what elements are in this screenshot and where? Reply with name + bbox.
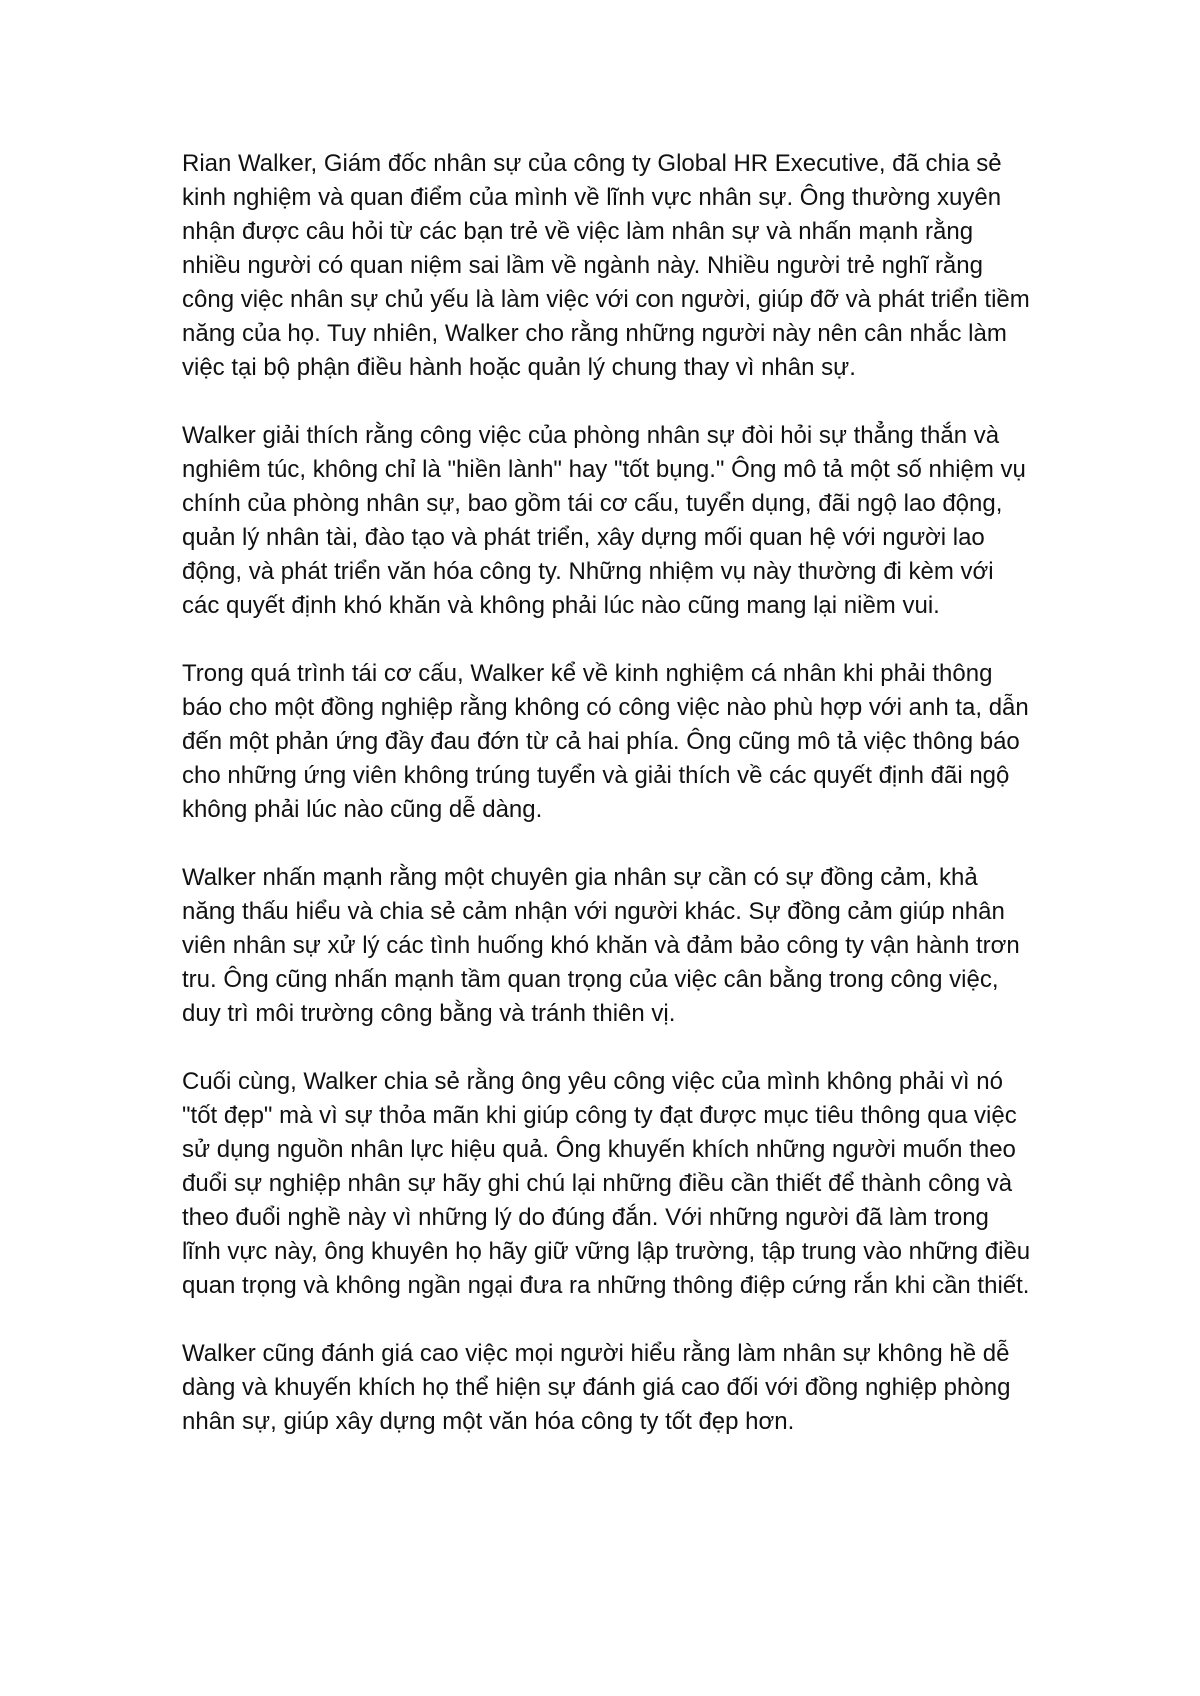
paragraph-1: Rian Walker, Giám đốc nhân sự của công ty Global HR Executive, đã chia sẻ kinh nghiệm và quan điểm của mình về lĩnh vực nhân sự. Ông thường xuyên nhận được câu hỏi từ các bạn trẻ về việc làm nhân sự và nhấn mạnh rằng nhiều người có quan niệm sai lầm về ngành này. Nhiều người trẻ nghĩ rằng công việc nhân sự chủ yếu là làm việc với con người, giúp đỡ và phát triển tiềm năng của họ. Tuy nhiên, Walker cho rằng những người này nên cân nhắc làm việc tại bộ phận điều hành hoặc quản lý chung thay vì nhân sự. xyxy=(182,150,1030,381)
paragraph-4: Walker nhấn mạnh rằng một chuyên gia nhân sự cần có sự đồng cảm, khả năng thấu hiểu và chia sẻ cảm nhận với người khác. Sự đồng cảm giúp nhân viên nhân sự xử lý các tình huống khó khăn và đảm bảo công ty vận hành trơn tru. Ông cũng nhấn mạnh tầm quan trọng của việc cân bằng trong công việc, duy trì môi trường công bằng và tránh thiên vị. xyxy=(182,864,1020,1027)
paragraph-6: Walker cũng đánh giá cao việc mọi người hiểu rằng làm nhân sự không hề dễ dàng và khuyến khích họ thể hiện sự đánh giá cao đối với đồng nghiệp phòng nhân sự, giúp xây dựng một văn hóa công ty tốt đẹp hơn. xyxy=(182,1340,1011,1435)
paragraph-2: Walker giải thích rằng công việc của phòng nhân sự đòi hỏi sự thẳng thắn và nghiêm túc, không chỉ là "hiền lành" hay "tốt bụng." Ông mô tả một số nhiệm vụ chính của phòng nhân sự, bao gồm tái cơ cấu, tuyển dụng, đãi ngộ lao động, quản lý nhân tài, đào tạo và phát triển, xây dựng mối quan hệ với người lao động, và phát triển văn hóa công ty. Những nhiệm vụ này thường đi kèm với các quyết định khó khăn và không phải lúc nào cũng mang lại niềm vui. xyxy=(182,422,1026,619)
paragraph-5: Cuối cùng, Walker chia sẻ rằng ông yêu công việc của mình không phải vì nó "tốt đẹp" mà vì sự thỏa mãn khi giúp công ty đạt được mục tiêu thông qua việc sử dụng nguồn nhân lực hiệu quả. Ông khuyến khích những người muốn theo đuổi sự nghiệp nhân sự hãy ghi chú lại những điều cần thiết để thành công và theo đuổi nghề này vì những lý do đúng đắn. Với những người đã làm trong lĩnh vực này, ông khuyên họ hãy giữ vững lập trường, tập trung vào những điều quan trọng và không ngần ngại đưa ra những thông điệp cứng rắn khi cần thiết. xyxy=(182,1068,1031,1299)
document-body xyxy=(182,147,1032,1473)
paragraph-3: Trong quá trình tái cơ cấu, Walker kể về kinh nghiệm cá nhân khi phải thông báo cho một đồng nghiệp rằng không có công việc nào phù hợp với anh ta, dẫn đến một phản ứng đầy đau đớn từ cả hai phía. Ông cũng mô tả việc thông báo cho những ứng viên không trúng tuyển và giải thích về các quyết định đãi ngộ không phải lúc nào cũng dễ dàng. xyxy=(182,660,1029,823)
